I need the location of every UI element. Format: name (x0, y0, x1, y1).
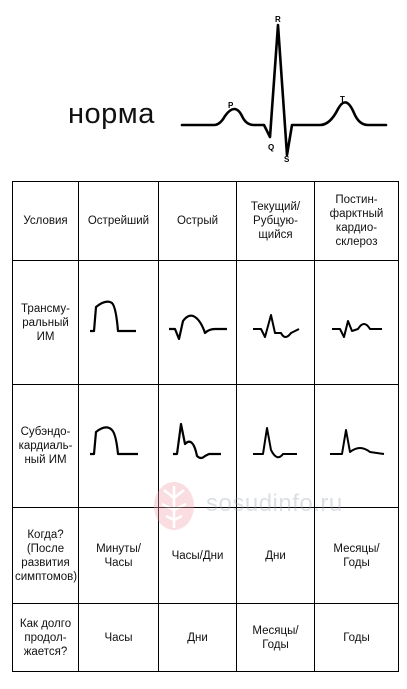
p-wave-label: P (228, 101, 234, 110)
cell-when-healing: Дни (237, 508, 315, 604)
cell-duration-postinfarction: Годы (315, 604, 399, 672)
cell-subendocardial-acute (159, 385, 237, 508)
cell-duration-healing: Месяцы/ Годы (237, 604, 315, 672)
cell-when-postinfarction: Месяцы/ Годы (315, 508, 399, 604)
cell-duration-acute: Дни (159, 604, 237, 672)
table-row-transmural (13, 261, 399, 385)
r-wave-label: R (275, 15, 281, 24)
mi-stages-table (12, 181, 399, 672)
header-hyperacute: Острейший (79, 182, 159, 261)
subendocardial-acute-waveform (163, 416, 233, 476)
cell-transmural-healing (237, 261, 315, 385)
row-label-transmural: Трансму- ральный ИМ (13, 261, 79, 385)
row-label-duration: Как долго продол- жается? (13, 604, 79, 672)
s-wave-label: S (284, 155, 290, 164)
cell-duration-hyperacute: Часы (79, 604, 159, 672)
cell-transmural-hyperacute (79, 261, 159, 385)
transmural-hyperacute-waveform (84, 293, 154, 353)
table-row-subendocardial (13, 385, 399, 508)
row-label-when: Когда? (После развития симптомов) (13, 508, 79, 604)
transmural-acute-waveform (163, 293, 233, 353)
subendocardial-postinfarction-waveform (322, 416, 392, 476)
watermark-text: sosudinfo.ru (206, 490, 343, 517)
header-healing: Текущий/ Рубцую- щийся (237, 182, 315, 261)
table-row-when (13, 508, 399, 604)
transmural-healing-waveform (241, 293, 311, 353)
subendocardial-healing-waveform (241, 416, 311, 476)
header-acute: Острый (159, 182, 237, 261)
cell-when-hyperacute: Минуты/ Часы (79, 508, 159, 604)
header-conditions: Условия (13, 182, 79, 261)
q-wave-label: Q (268, 143, 275, 152)
subendocardial-hyperacute-waveform (84, 416, 154, 476)
cell-subendocardial-hyperacute (79, 385, 159, 508)
row-label-subendocardial: Субэндо- кардиаль- ный ИМ (13, 385, 79, 508)
table-header-row (13, 182, 399, 261)
cell-when-acute: Часы/Дни (159, 508, 237, 604)
normal-ecg-waveform (178, 10, 390, 170)
cell-transmural-acute (159, 261, 237, 385)
norm-label: норма (68, 98, 155, 130)
transmural-postinfarction-waveform (322, 293, 392, 353)
cell-subendocardial-postinfarction (315, 385, 399, 508)
t-wave-label: T (340, 95, 345, 104)
header-postinfarction: Постин- фарктный кардио- склероз (315, 182, 399, 261)
cell-subendocardial-healing (237, 385, 315, 508)
table-row-duration (13, 604, 399, 672)
cell-transmural-postinfarction (315, 261, 399, 385)
